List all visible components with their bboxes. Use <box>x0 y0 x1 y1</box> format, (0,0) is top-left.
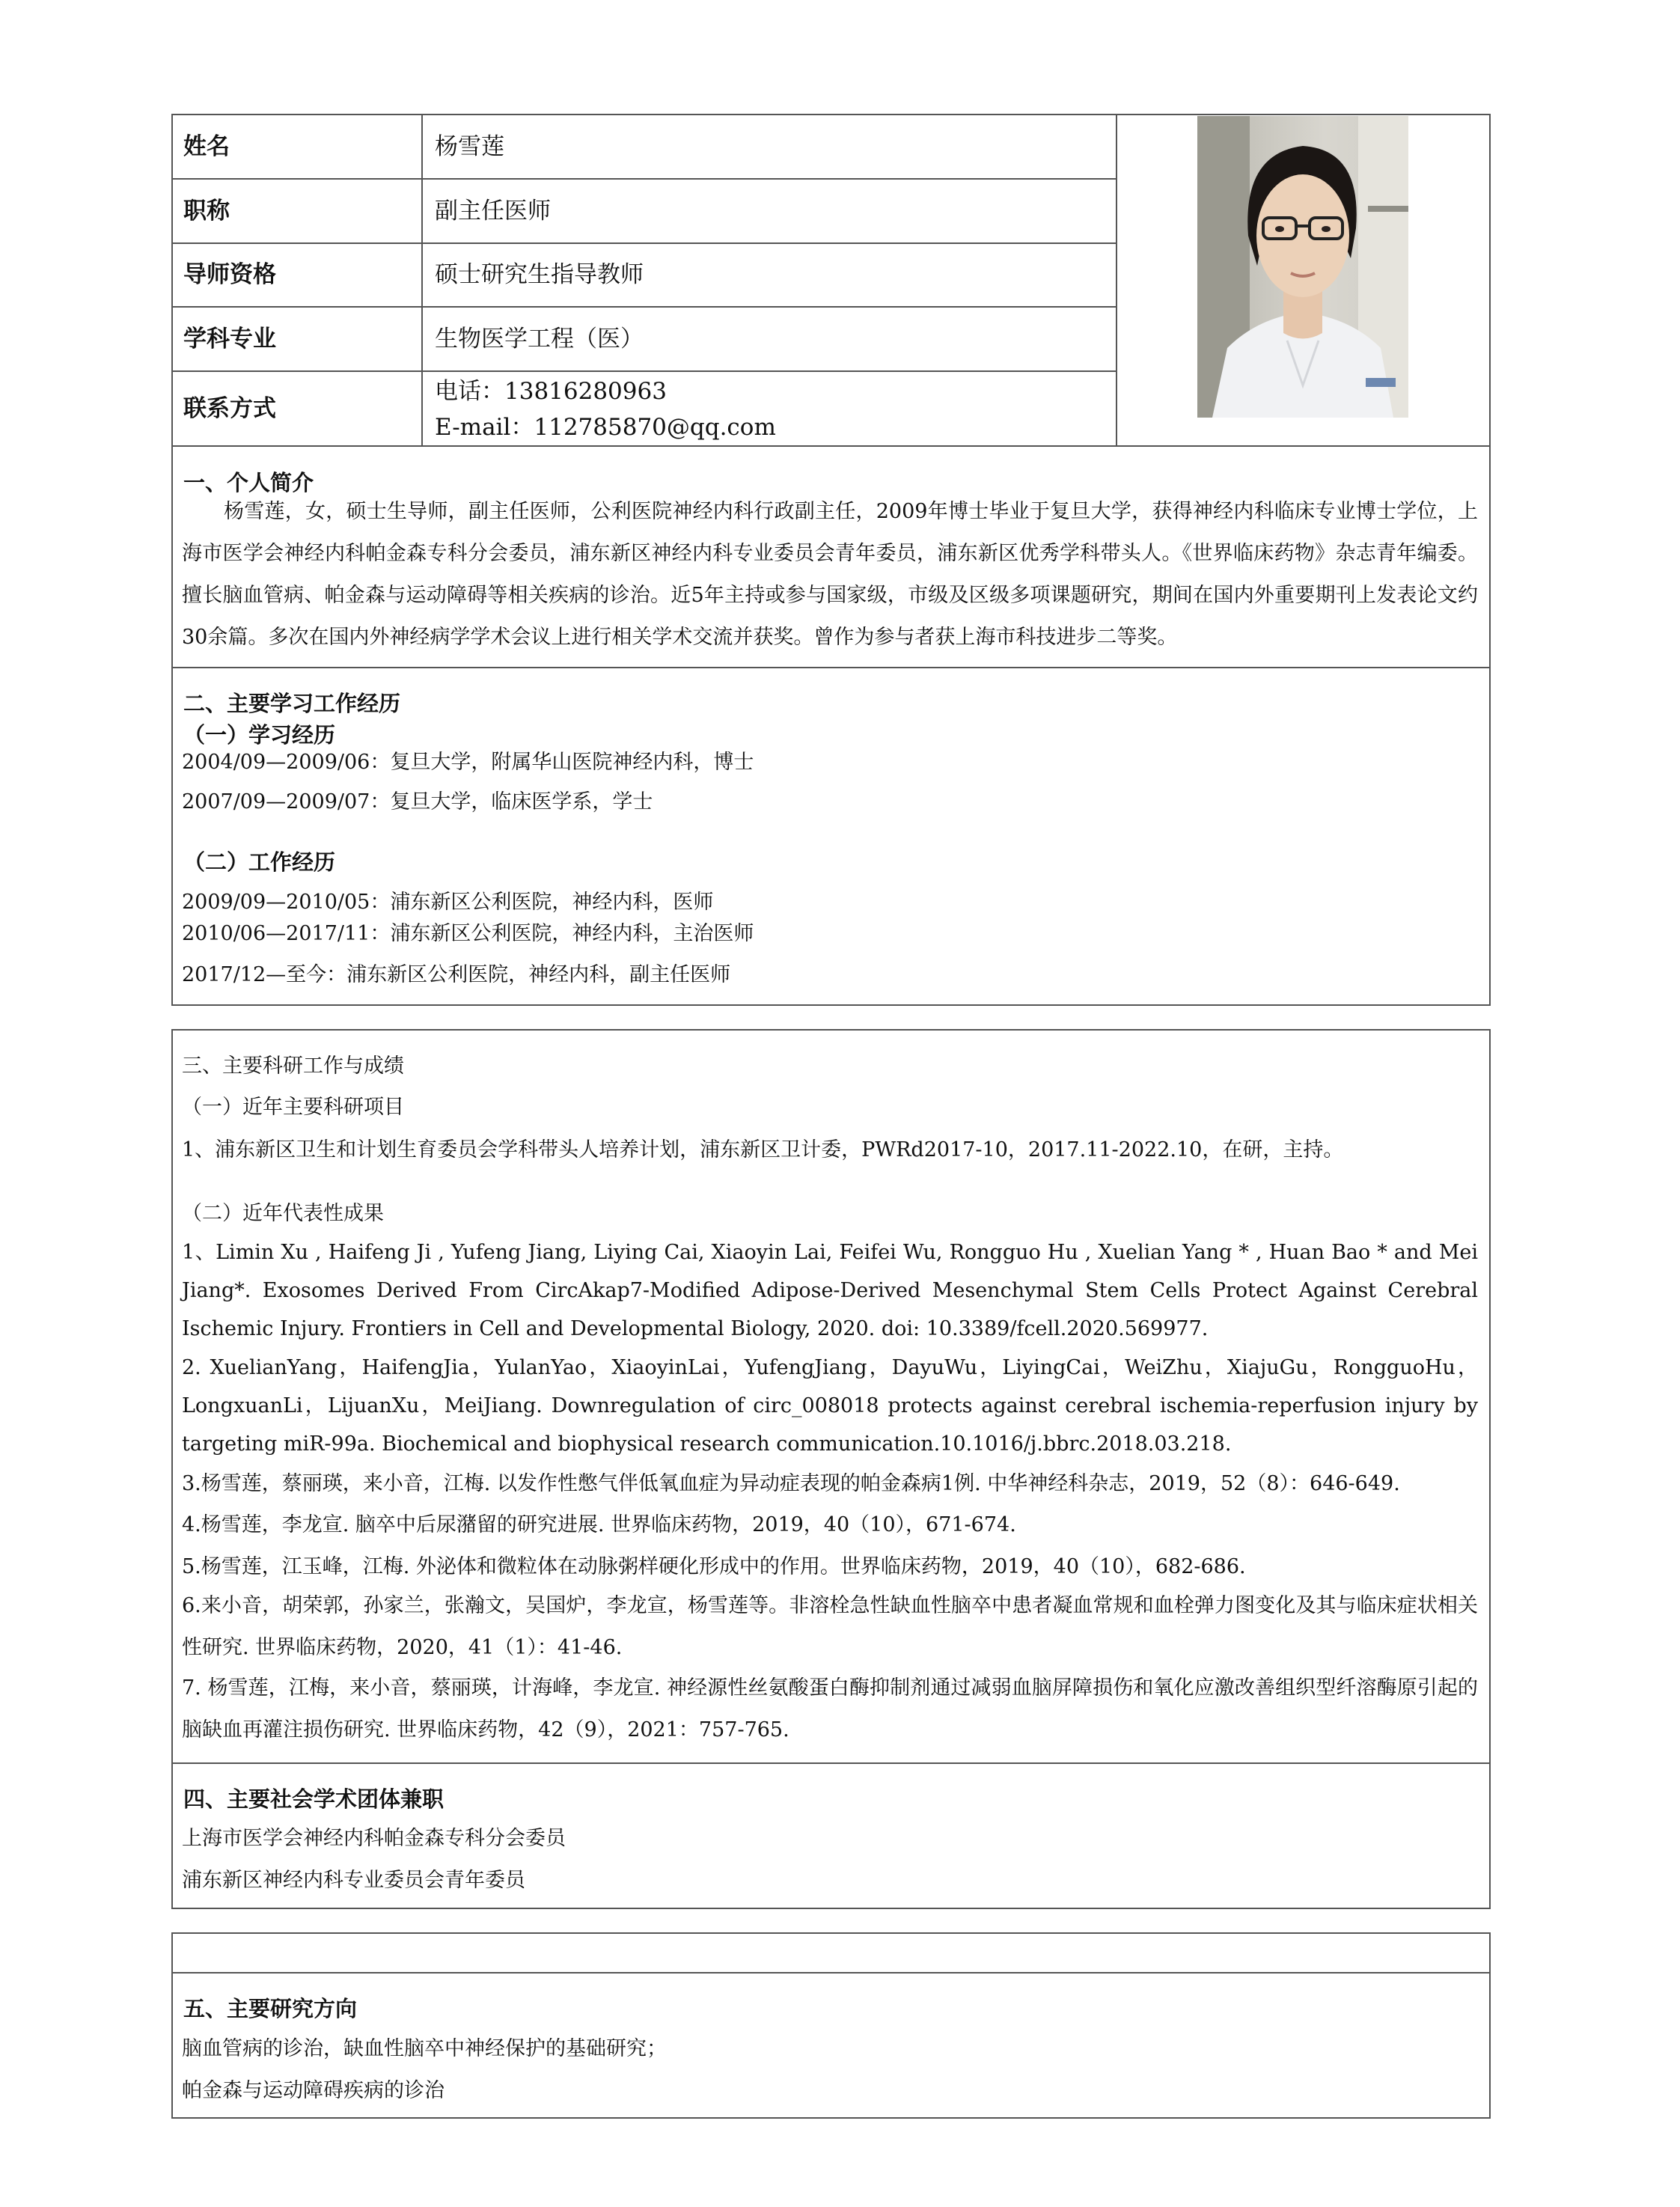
portrait-photo <box>1197 116 1408 418</box>
result-item: 4.杨雪莲，李龙宣. 脑卒中后尿潴留的研究进展. 世界临床药物，2019，40（10），671-674. <box>182 1513 1016 1536</box>
projects-heading: （一）近年主要科研项目 <box>182 1096 404 1119</box>
study-item: 2007/09—2009/07：复旦大学，临床医学系，学士 <box>182 790 653 813</box>
project-item: 1、浦东新区卫生和计划生育委员会学科带头人培养计划，浦东新区卫计委，PWRd2017-10，2017.11-2022.10，在研，主持。 <box>182 1138 1344 1162</box>
intro-heading: 一、个人简介 <box>183 470 314 495</box>
result-item: 1、Limin Xu , Haifeng Ji , Yufeng Jiang, Liying Cai, Xiaoyin Lai, Feifei Wu, Rongguo Hu , Xuelian Yang * , Huan Bao * and Mei Jiang*. Exosomes Derived From CircAkap7-Modified Adipose-Derived Mesenchymal Stem Cells Protect Against Cerebral Ischemic Injury. Frontiers in Cell and Developmental Biology, 2020. doi: 10.3389/fcell.2020.569977. <box>182 1241 1478 1340</box>
major-value: 生物医学工程（医） <box>435 326 644 352</box>
phone-value: 电话：13816280963 <box>435 378 667 405</box>
work-item: 2009/09—2010/05：浦东新区公利医院，神经内科，医师 <box>182 891 714 914</box>
result-item: 5.杨雪莲，江玉峰，江梅. 外泌体和微粒体在动脉粥样硬化形成中的作用。世界临床药物，2019，40（10），682-686. <box>182 1555 1246 1578</box>
name-label: 姓名 <box>183 133 230 160</box>
intro-paragraph: 杨雪莲，女，硕士生导师，副主任医师，公利医院神经内科行政副主任，2009年博士毕业于复旦大学，获得神经内科临床专业博士学位，上海市医学会神经内科帕金森专科分会委员，浦东新区神经内科专业委员会青年委员，浦东新区优秀学科带头人。《世界临床药物》杂志青年编委。擅长脑血管病、帕金森与运动障碍等相关疾病的诊治。近5年主持或参与国家级，市级及区级多项课题研究，期间在国内外重要期刊上发表论文约30余篇。多次在国内外神经病学学术会议上进行相关学术交流并获奖。曾作为参与者获上海市科技进步二等奖。 <box>182 500 1478 649</box>
study-heading: （一）学习经历 <box>183 722 336 748</box>
mentor-value: 硕士研究生指导教师 <box>435 261 644 288</box>
result-item: 3.杨雪莲，蔡丽瑛，来小音，江梅. 以发作性憋气伴低氧血症为异动症表现的帕金森病1例. 中华神经科杂志，2019，52（8）：646-649. <box>182 1472 1400 1495</box>
mentor-label: 导师资格 <box>183 261 276 288</box>
society-item: 上海市医学会神经内科帕金森专科分会委员 <box>182 1827 566 1850</box>
title-value: 副主任医师 <box>435 198 551 225</box>
experience-heading: 二、主要学习工作经历 <box>183 691 401 716</box>
direction-item: 脑血管病的诊治，缺血性脑卒中神经保护的基础研究； <box>182 2037 667 2060</box>
direction-item: 帕金森与运动障碍疾病的诊治 <box>182 2079 445 2102</box>
contact-label: 联系方式 <box>183 395 276 422</box>
name-value: 杨雪莲 <box>435 133 504 160</box>
work-item: 2010/06—2017/11：浦东新区公利医院，神经内科，主治医师 <box>182 922 754 945</box>
research-heading: 三、主要科研工作与成绩 <box>182 1054 404 1078</box>
results-heading: （二）近年代表性成果 <box>182 1202 384 1225</box>
result-item: 2. XuelianYang，HaifengJia，YulanYao，XiaoyinLai，YufengJiang，DayuWu，LiyingCai，WeiZhu，XiajuGu，RongguoHu，LongxuanLi，LijuanXu，MeiJiang. Downregulation of circ_008018 protects against cerebral ischemia-reperfusion injury by targeting miR-99a. Biochemical and biophysical research communication.10.1016/j.bbrc.2018.03.218. <box>182 1356 1478 1456</box>
title-label: 职称 <box>183 198 230 225</box>
work-item: 2017/12—至今：浦东新区公利医院，神经内科，副主任医师 <box>182 963 731 986</box>
society-item: 浦东新区神经内科专业委员会青年委员 <box>182 1869 525 1892</box>
work-heading: （二）工作经历 <box>183 849 336 875</box>
result-item: 7. 杨雪莲，江梅，来小音，蔡丽瑛，计海峰，李龙宣. 神经源性丝氨酸蛋白酶抑制剂通过减弱血脑屏障损伤和氧化应激改善组织型纤溶酶原引起的脑缺血再灌注损伤研究. 世界临床药物，42（9），2021：757-765. <box>182 1676 1478 1742</box>
email-value: E-mail：112785870@qq.com <box>435 414 776 441</box>
society-heading: 四、主要社会学术团体兼职 <box>183 1786 445 1812</box>
result-item: 6.来小音，胡荣郭，孙家兰，张瀚文，吴国炉，李龙宣，杨雪莲等。非溶栓急性缺血性脑卒中患者凝血常规和血栓弹力图变化及其与临床症状相关性研究. 世界临床药物，2020，41（1）：41-46. <box>182 1594 1478 1659</box>
major-label: 学科专业 <box>183 326 276 352</box>
study-item: 2004/09—2009/06：复旦大学，附属华山医院神经内科，博士 <box>182 751 754 774</box>
directions-heading: 五、主要研究方向 <box>183 1996 358 2021</box>
